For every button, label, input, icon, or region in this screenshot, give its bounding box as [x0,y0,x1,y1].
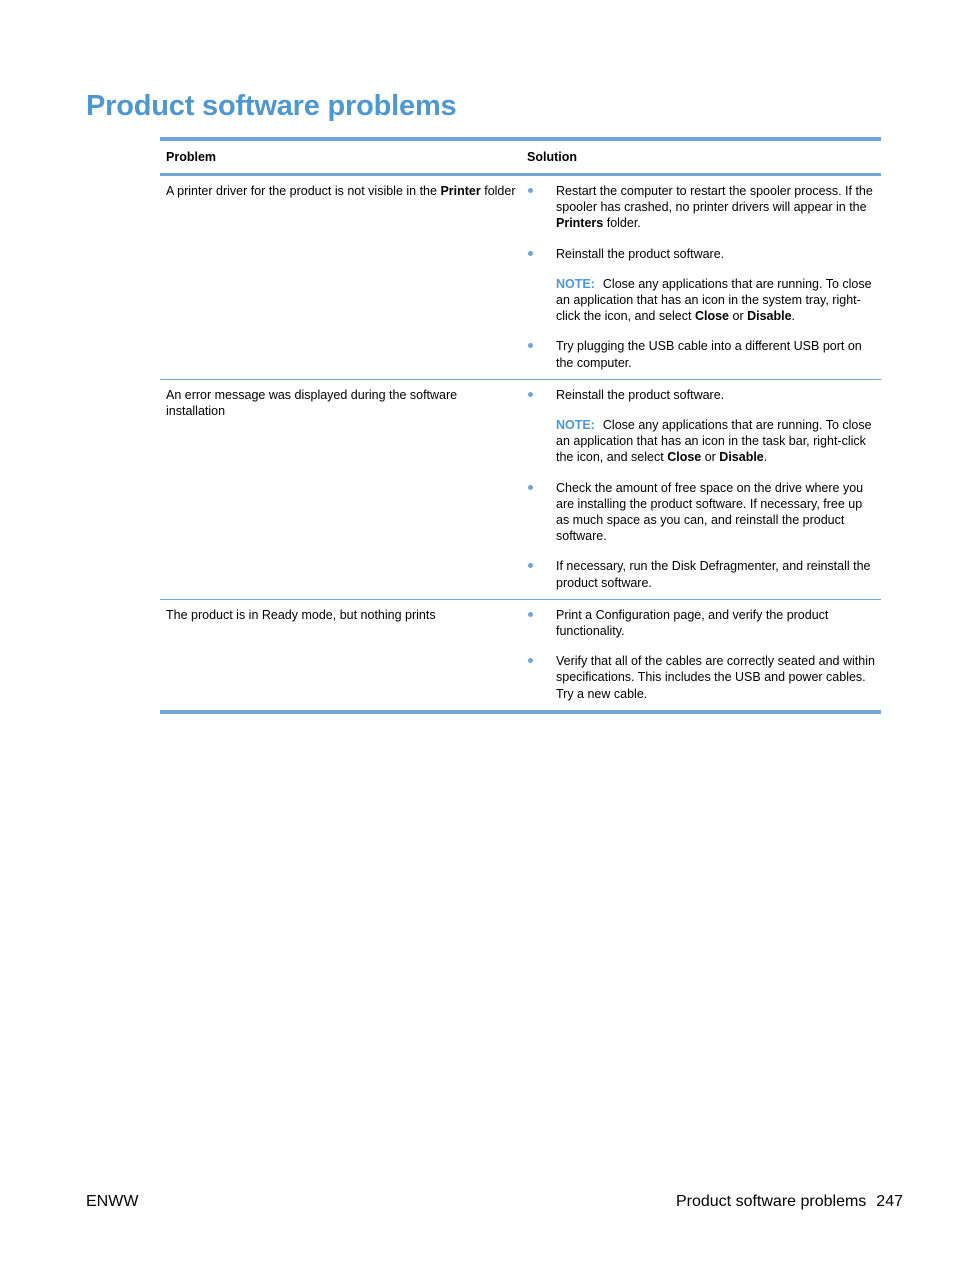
solution-item [521,246,877,325]
note-bold: Close [667,450,702,465]
table-header [160,141,881,175]
solution-item [521,338,877,370]
note-text: or [701,450,720,465]
bullet-icon [528,343,533,348]
solution-item [521,387,877,466]
solution-item [521,607,877,639]
note-text: Close any applications that are running. To close an application that has an icon in the task bar, right-click the icon, and select [556,418,872,465]
problem-cell [160,176,521,379]
page-title: Product software problems [86,90,457,122]
solution-text: folder. [603,216,641,231]
solution-bold: Printers [556,216,604,231]
solution-cell [521,380,881,599]
problem-cell: The product is in Ready mode, but nothing prints [166,607,436,622]
table-row [160,379,881,599]
problem-solution-table [160,137,881,714]
table-row [160,175,881,379]
solution-item [521,653,877,702]
table-row [160,599,881,710]
solution-text: If necessary, run the Disk Defragmenter, and reinstall the product software. [556,559,871,590]
bullet-icon [528,392,533,397]
bullet-icon [528,188,533,193]
solution-cell [521,600,881,710]
solution-text: Reinstall the product software. [556,387,725,402]
solution-column-header: Solution [527,150,577,164]
note-text: or [729,309,748,324]
page-number: 247 [876,1193,903,1210]
problem-column-header: Problem [166,150,217,164]
note-text: Close any applications that are running. To close an application that has an icon in the system tray, right-click the icon, and select [556,276,872,324]
solution-text: Verify that all of the cables are correctly seated and within specifications. This includes the USB and power cables. Try a new cable. [556,654,875,701]
solution-text: Try plugging the USB cable into a different USB port on the computer. [556,339,862,370]
note-bold: Close [694,309,730,324]
bullet-icon [528,563,533,568]
solution-text: Restart the computer to restart the spooler process. If the spooler has crashed, no printer drivers will appear in the [556,184,873,215]
solution-item [521,480,877,545]
solution-text: Reinstall the product software. [556,246,725,261]
note [556,417,877,466]
solution-item [521,183,877,232]
footer-left: ENWW [86,1193,139,1210]
note-label: NOTE: [556,276,595,291]
bullet-icon [528,251,533,256]
problem-text: folder [480,184,516,198]
bullet-icon [528,612,533,617]
note [556,276,877,325]
solution-text: Print a Configuration page, and verify the product functionality. [556,607,829,639]
note-bold: Disable [747,309,792,324]
bullet-icon [528,485,533,490]
note-bold: Disable [719,450,764,465]
footer-right [676,1193,903,1211]
bullet-icon [528,658,533,663]
problem-cell: An error message was displayed during the software installation [166,387,458,419]
problem-text: A printer driver for the product is not visible in the [166,184,441,198]
solution-item [521,558,877,590]
footer-section: Product software problems [675,1193,867,1210]
note-text: . [791,309,796,324]
problem-bold: Printer [440,184,481,198]
solution-cell [521,176,881,379]
solution-text: Check the amount of free space on the drive where you are installing the product software. If necessary, free up as much space as you can, and reinstall the product software. [556,480,864,544]
note-label: NOTE: [556,418,595,433]
note-text: . [763,450,768,465]
